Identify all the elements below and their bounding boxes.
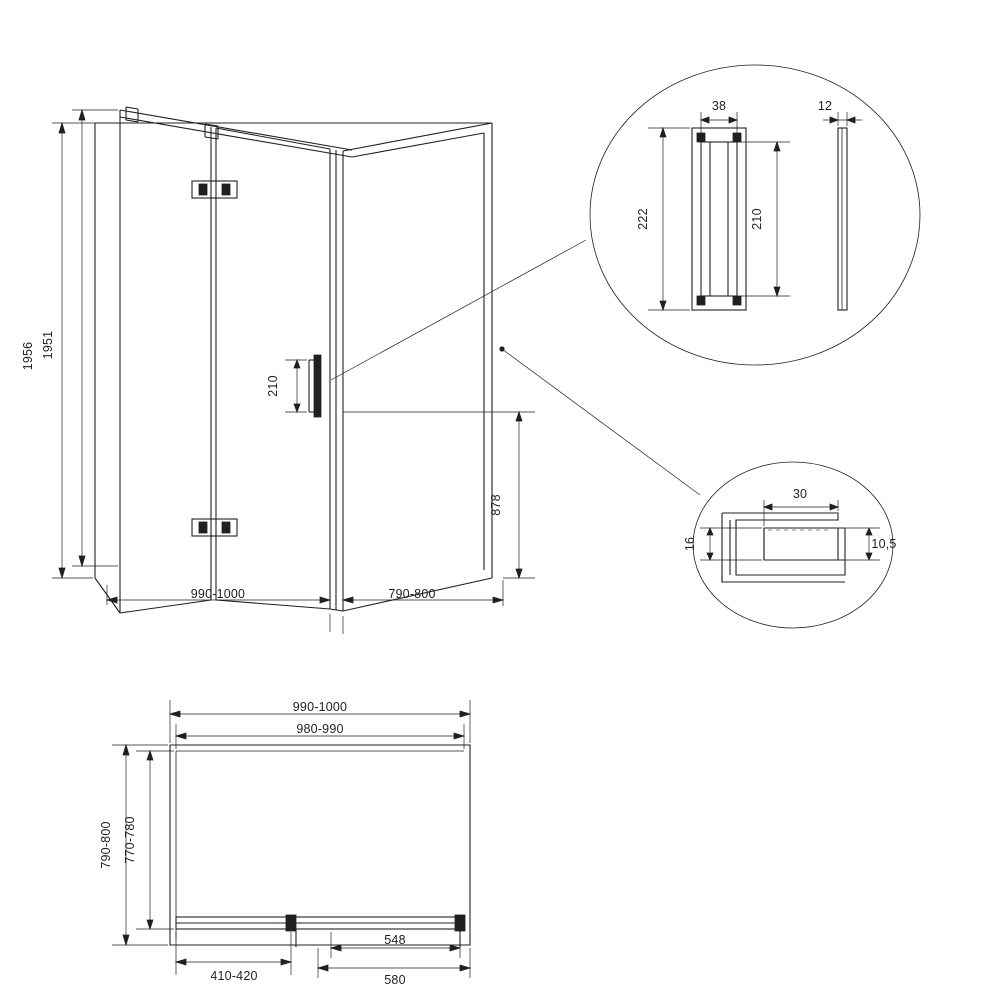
dim-plan-outer-width: 990-1000 — [292, 700, 348, 714]
dim-plan-panel-inner: 548 — [384, 933, 406, 947]
dim-handle-from-floor: 878 — [489, 494, 503, 516]
dim-plan-inner-width: 980-990 — [296, 722, 344, 736]
dim-plan-door-left: 410-420 — [210, 969, 258, 983]
handle-side-view — [838, 128, 847, 310]
dim-profile-inner: 10,5 — [871, 537, 897, 551]
handle-front-view — [692, 128, 746, 310]
plan-door-rail — [176, 915, 465, 931]
hinge-upper — [192, 181, 237, 198]
dim-plan-outer-depth: 790-800 — [99, 821, 113, 869]
plan-view — [99, 700, 470, 987]
profile-section — [722, 513, 845, 582]
dim-profile-height: 16 — [683, 536, 697, 552]
detail-profile-bubble — [683, 462, 897, 628]
dim-profile-depth: 30 — [792, 487, 808, 501]
dim-height-1956: 1956 — [21, 341, 35, 371]
dim-height-1951: 1951 — [41, 330, 55, 360]
dim-glass-thickness: 12 — [817, 99, 833, 113]
dim-side-width: 790-800 — [388, 587, 436, 601]
detail-handle-bubble — [590, 65, 920, 365]
dim-plan-panel-outer: 580 — [384, 973, 406, 987]
dim-handle-width: 38 — [711, 99, 727, 113]
door-handle — [309, 355, 321, 417]
perspective-view — [21, 107, 700, 634]
dim-front-width: 990-1000 — [190, 587, 246, 601]
dim-handle-height: 210 — [266, 375, 280, 397]
dim-plan-inner-depth: 770-780 — [123, 816, 137, 864]
hinge-lower — [192, 519, 237, 536]
dim-handle-overall: 222 — [636, 208, 650, 230]
dim-handle-grip: 210 — [750, 208, 764, 230]
